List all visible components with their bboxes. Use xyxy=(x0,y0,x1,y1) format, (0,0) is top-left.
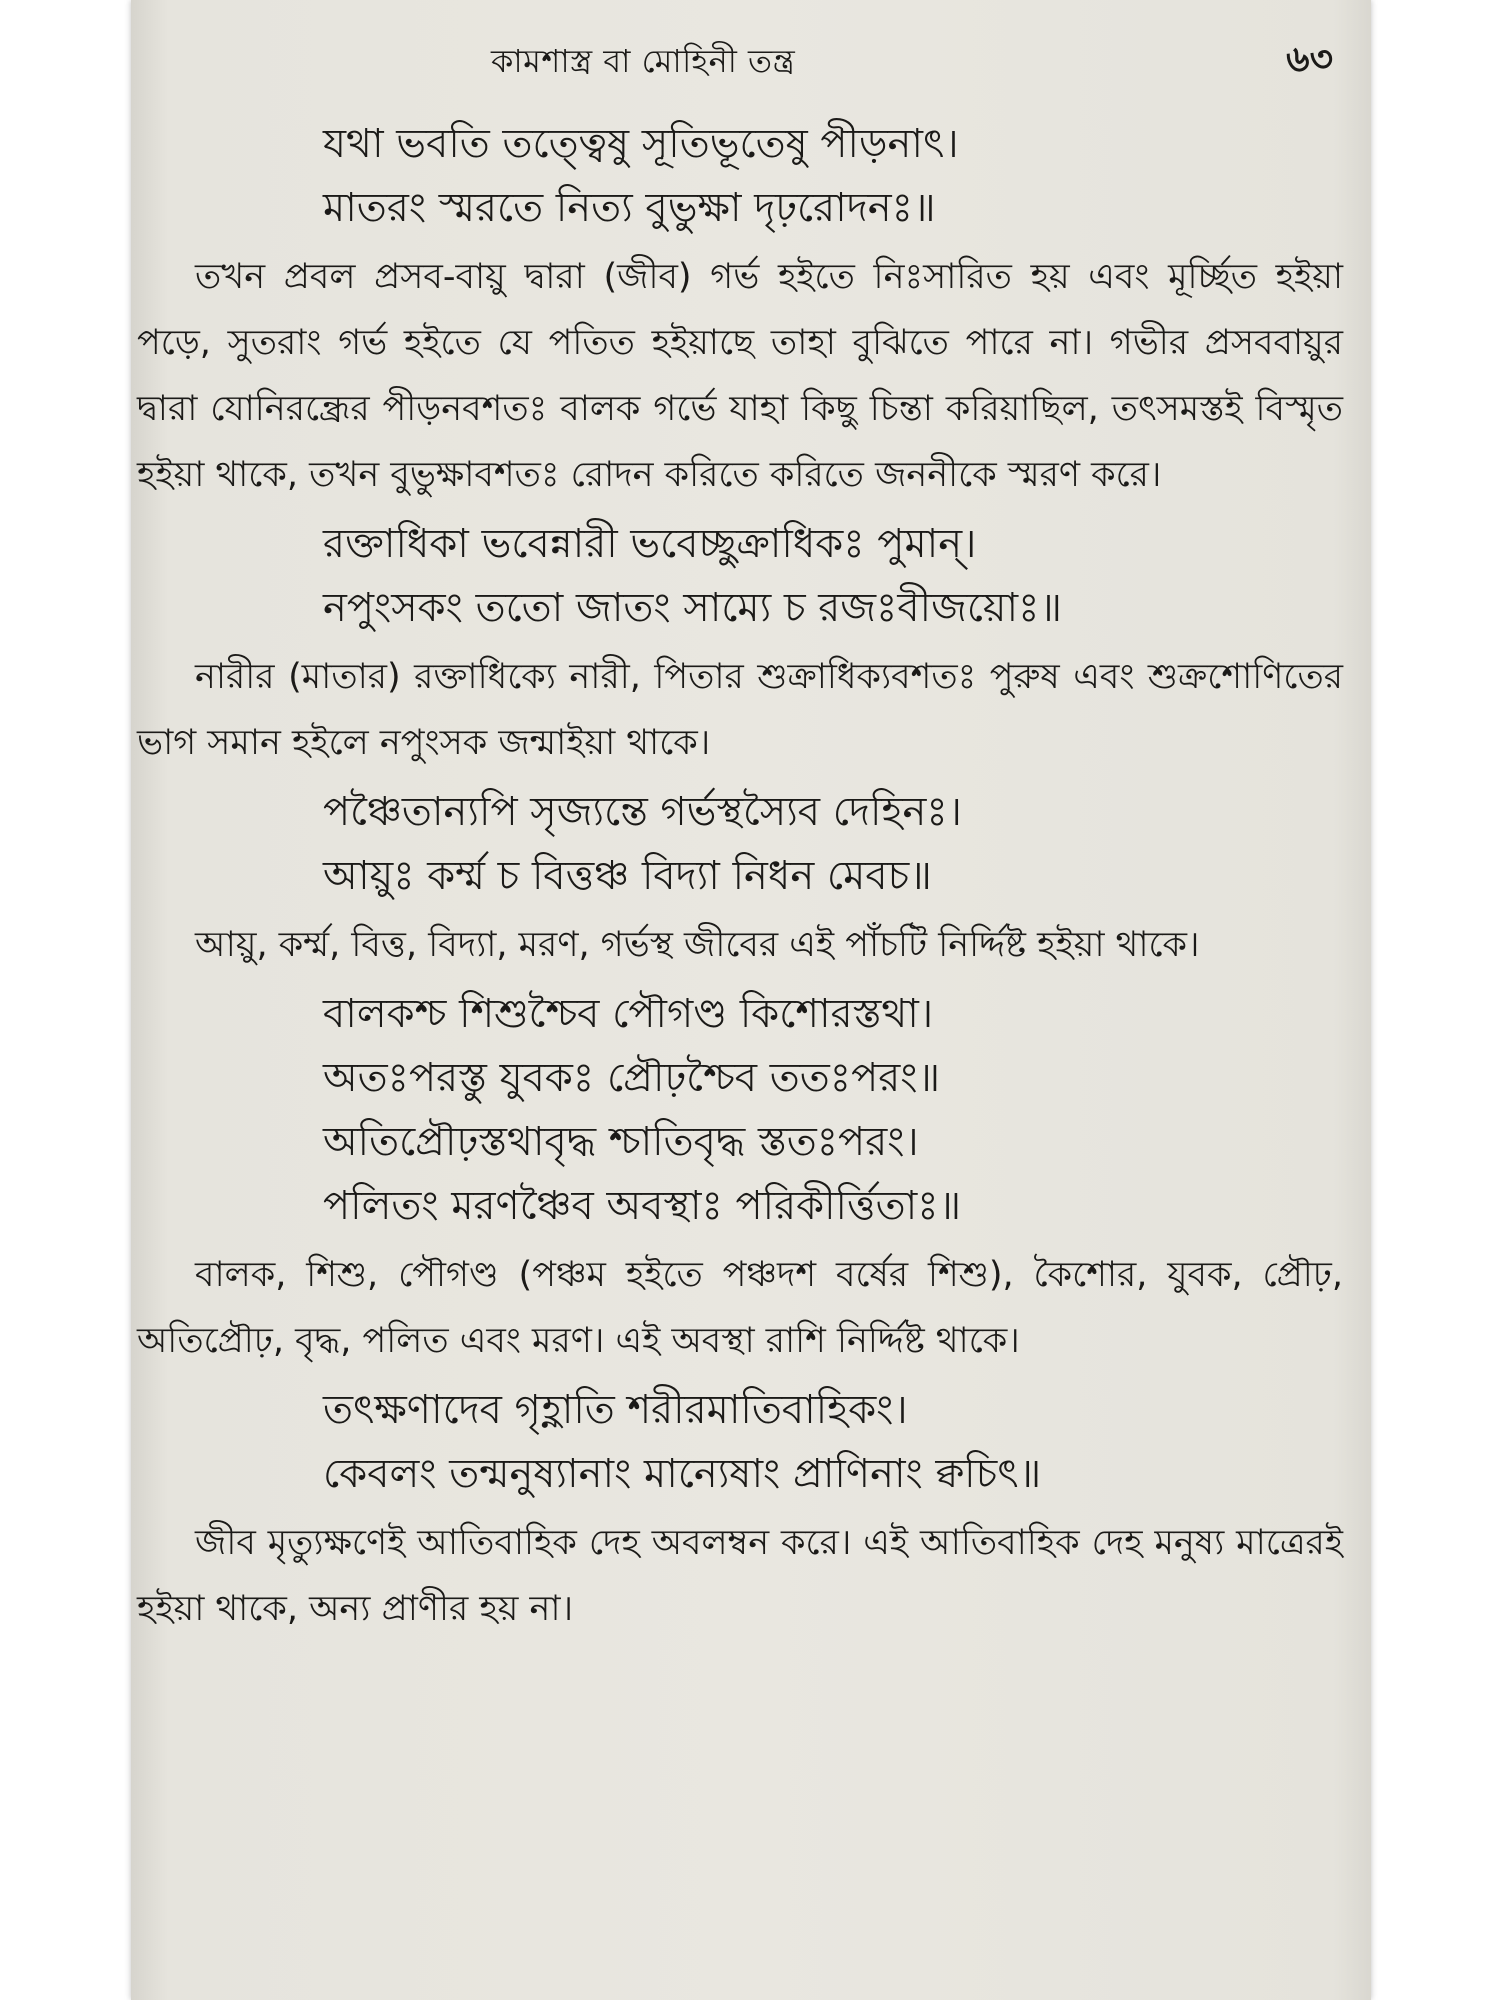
prose-paragraph: জীব মৃত্যুক্ষণেই আতিবাহিক দেহ অবলম্বন করে। এই আতিবাহিক দেহ মনুষ্য মাত্রেরই হইয়া থাকে, অন্য প্রাণীর হয় না। xyxy=(137,1523,1343,1629)
verse-line: নপুংসকং ততো জাতং সাম্যে চ রজঃবীজয়োঃ॥ xyxy=(323,585,1063,631)
running-title: কামশাস্ত্র বা মোহিনী তন্ত্র xyxy=(491,42,796,80)
page-content xyxy=(137,108,1343,1646)
verse-block xyxy=(137,780,1343,908)
prose-paragraph: নারীর (মাতার) রক্তাধিক্যে নারী, পিতার শুক্রাধিক্যবশতঃ পুরুষ এবং শুক্রশোণিতের ভাগ সমান হইলে নপুংসক জন্মাইয়া থাকে। xyxy=(137,657,1343,763)
prose-paragraph: তখন প্রবল প্রসব-বায়ু দ্বারা (জীব) গর্ভ হইতে নিঃসারিত হয় এবং মূর্চ্ছিত হইয়া পড়ে, সুতরাং গর্ভ হইতে যে পতিত হইয়াছে তাহা বুঝিতে পারে না। গভীর প্রসববায়ুর দ্বারা যোনিরন্ধ্রের পীড়নবশতঃ বালক গর্ভে যাহা কিছু চিন্তা করিয়াছিল, তৎসমস্তই বিস্মৃত হইয়া থাকে, তখন বুভুক্ষাবশতঃ রোদন করিতে করিতে জননীকে স্মরণ করে। xyxy=(137,257,1343,495)
verse-block xyxy=(137,512,1343,640)
prose-paragraph: বালক, শিশু, পৌগণ্ড (পঞ্চম হইতে পঞ্চদশ বর্ষের শিশু), কৈশোর, যুবক, প্রৌঢ়, অতিপ্রৌঢ়, বৃদ্ধ, পলিত এবং মরণ। এই অবস্থা রাশি নির্দ্দিষ্ট থাকে। xyxy=(137,1255,1343,1361)
verse-block xyxy=(137,982,1343,1238)
verse-line: কেবলং তন্মনুষ্যানাং মান্যেষাং প্রাণিনাং ক্বচিৎ॥ xyxy=(323,1451,1042,1497)
page-header xyxy=(131,28,1371,84)
book-page xyxy=(131,0,1371,2000)
prose-paragraph: আয়ু, কর্ম্ম, বিত্ত, বিদ্যা, মরণ, গর্ভস্থ জীবের এই পাঁচটি নির্দ্দিষ্ট হইয়া থাকে। xyxy=(195,925,1200,965)
verse-line: পঞ্চৈতান্যপি সৃজ্যন্তে গর্ভস্থস্যৈব দেহিনঃ। xyxy=(323,789,962,835)
verse-block xyxy=(137,1378,1343,1506)
verse-line: অতঃপরস্তু যুবকঃ প্রৌঢ়শ্চৈব ততঃপরং॥ xyxy=(323,1055,941,1101)
verse-line: আয়ুঃ কর্ম্ম চ বিত্তঞ্চ বিদ্যা নিধন মেবচ॥ xyxy=(323,853,932,899)
verse-line: যথা ভবতি তত্ত্বেষু সূতিভূতেষু পীড়নাৎ। xyxy=(323,121,959,167)
verse-line: পলিতং মরণঞ্চৈব অবস্থাঃ পরিকীর্ত্তিতাঃ॥ xyxy=(323,1183,962,1229)
verse-line: মাতরং স্মরতে নিত্য বুভুক্ষা দৃঢ়রোদনঃ॥ xyxy=(323,185,936,231)
verse-line: বালকশ্চ শিশুশ্চৈব পৌগণ্ড কিশোরস্তথা। xyxy=(323,991,934,1037)
verse-line: রক্তাধিকা ভবেন্নারী ভবেচ্ছুক্রাধিকঃ পুমান্। xyxy=(323,521,977,567)
verse-line: অতিপ্রৌঢ়স্তথাবৃদ্ধ শ্চাতিবৃদ্ধ স্ততঃপরং। xyxy=(323,1119,919,1165)
verse-block xyxy=(137,112,1343,240)
verse-line: তৎক্ষণাদেব গৃহ্ণাতি শরীরমাতিবাহিকং। xyxy=(323,1387,908,1433)
page-number: ৬৩ xyxy=(1286,39,1333,80)
